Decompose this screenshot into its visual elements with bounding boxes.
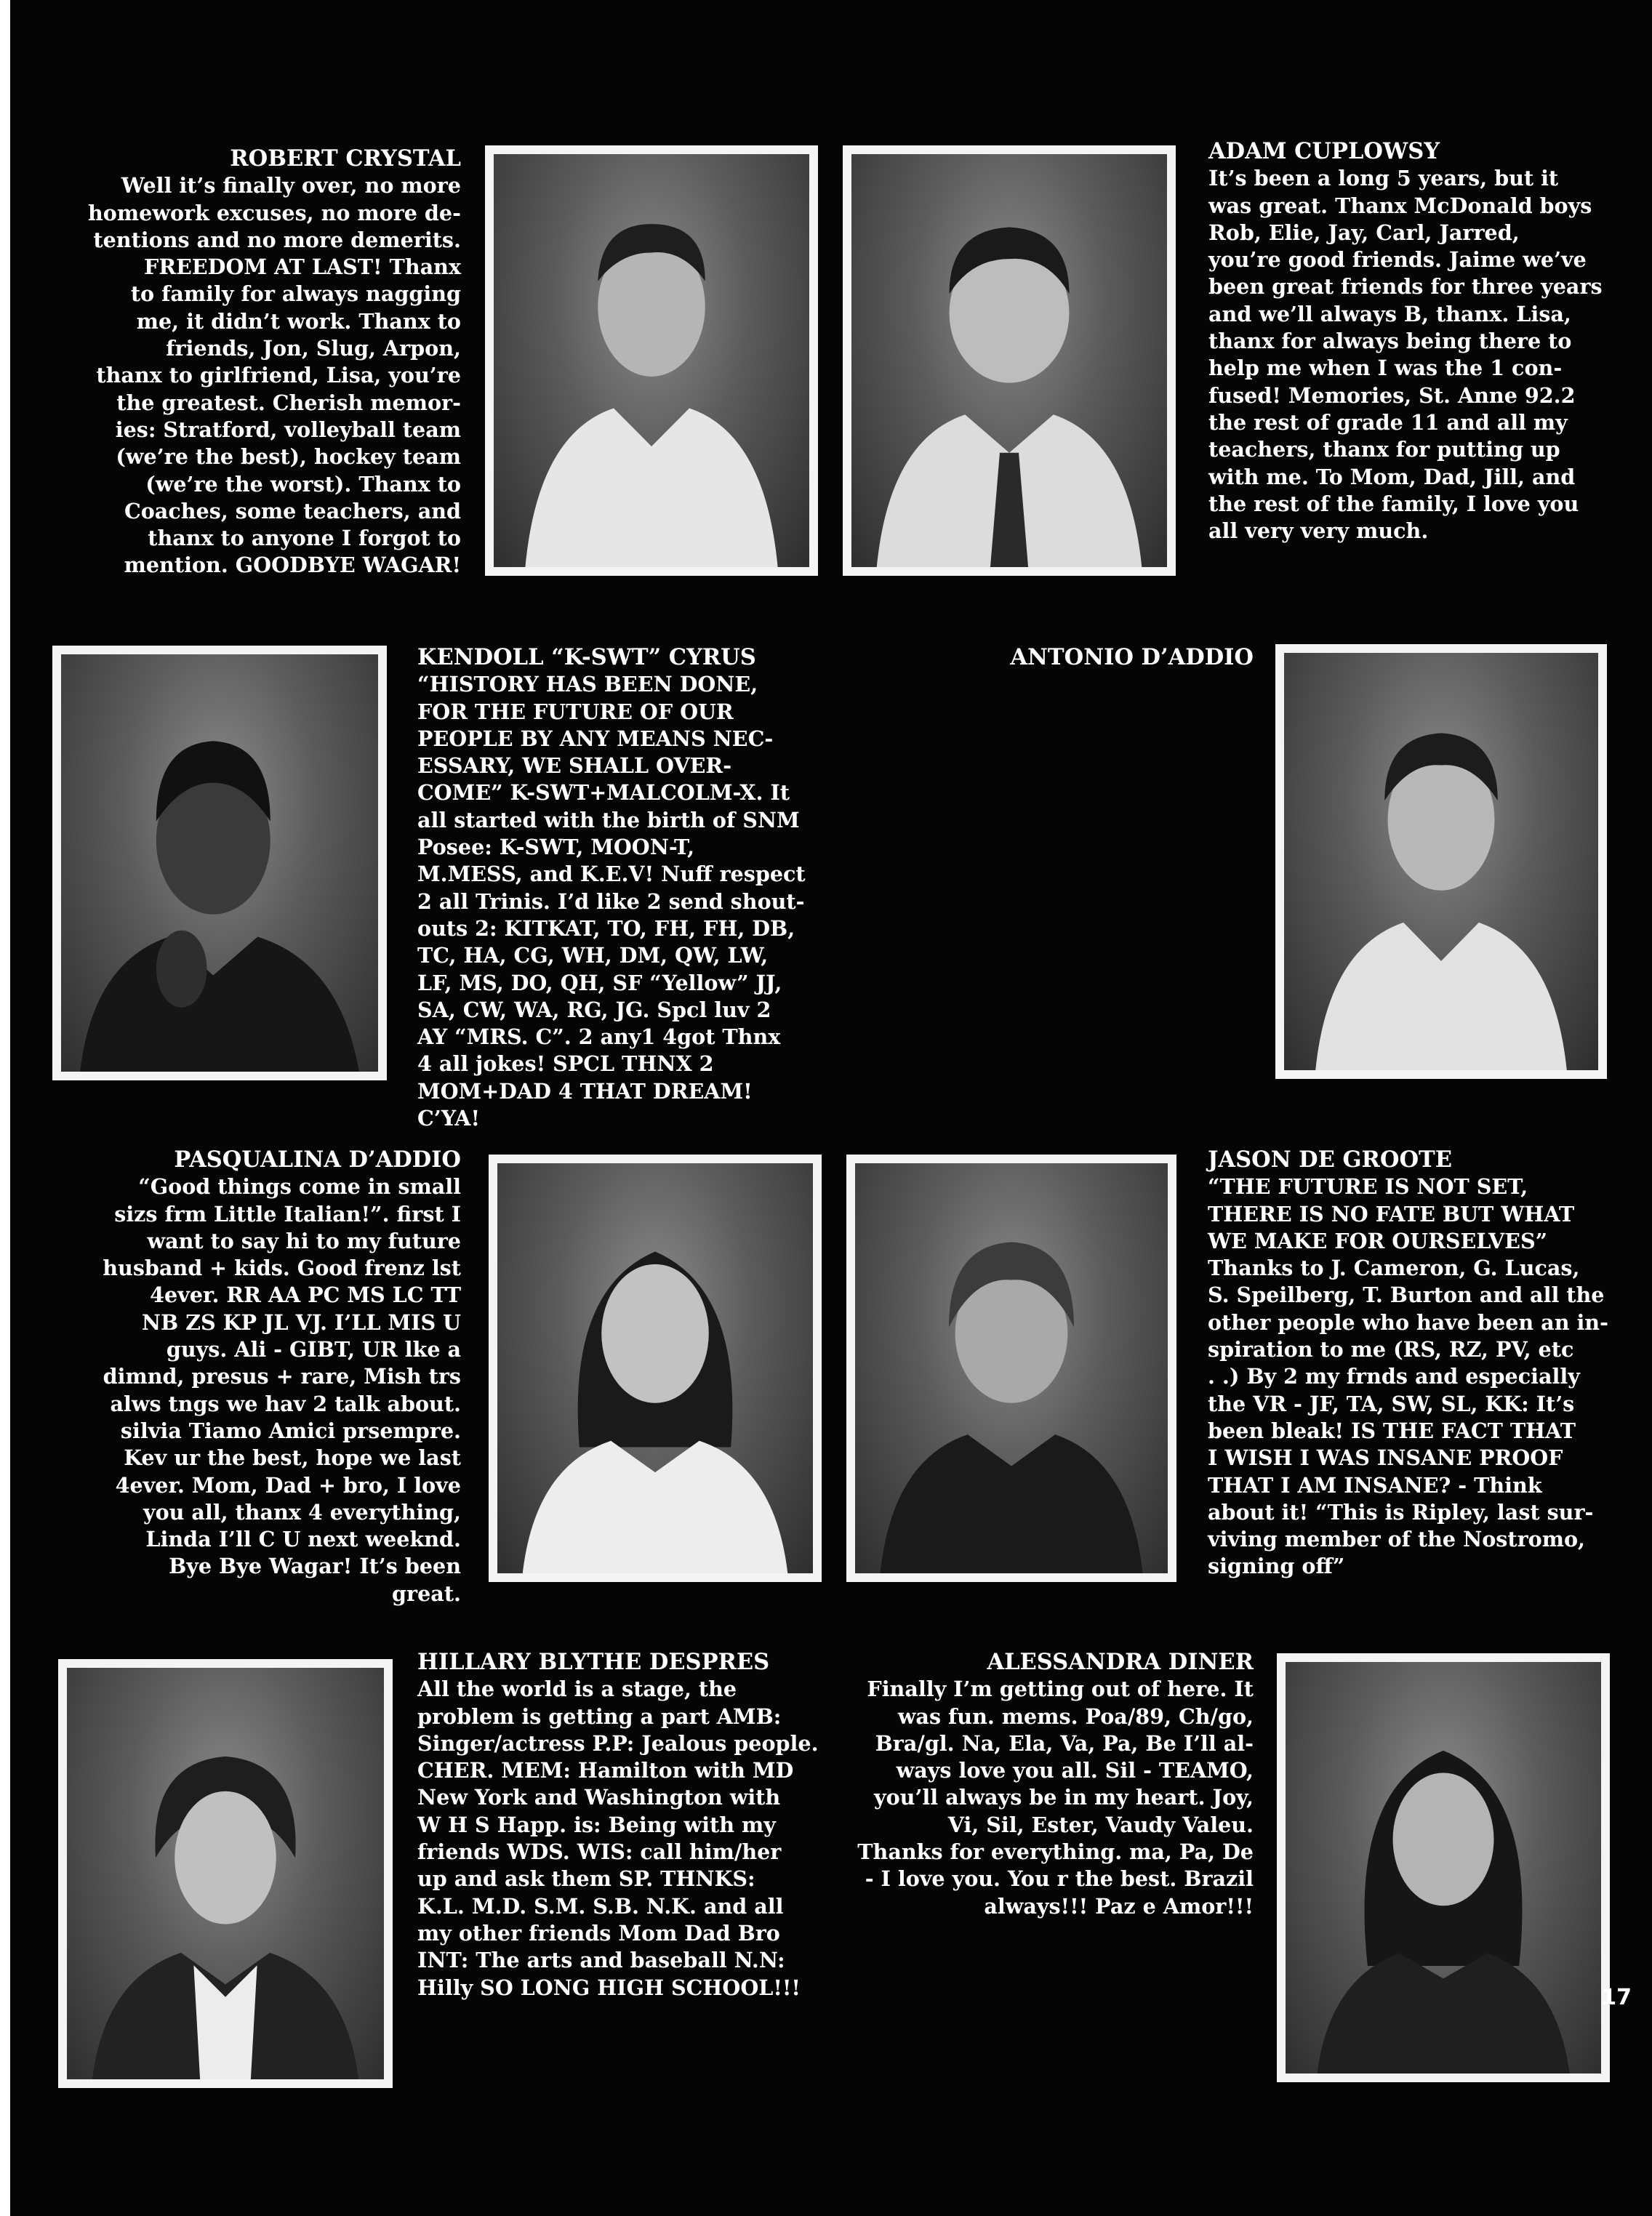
student-bio: All the world is a stage, the problem is getting a part AMB: Singer/actress P.P: Jealous people. CHER. MEM: Hamilton with MD New York and Washington with W H S Happ. is: Being with my friends WDS. WIS: call him/her up and ask them SP. THNKS: K.L. M.D. S.M. S.B. N.K. and all my other friends Mom Dad Bro INT: The arts and baseball N.N: Hilly SO LONG HIGH SCHOOL!!!	[417, 1677, 819, 2000]
portrait-photo-hillary-despres	[58, 1659, 393, 2088]
student-entry-jason-de-groote	[1208, 1147, 1637, 1581]
student-name: ANTONIO D’ADDIO	[1010, 644, 1254, 670]
portrait-photo-alessandra-diner	[1277, 1653, 1610, 2082]
student-name: KENDOLL “K-SWT” CYRUS	[417, 644, 756, 670]
portrait-photo-pasqualina-daddio	[489, 1155, 822, 1582]
student-entry-kendoll-cyrus	[417, 644, 825, 1132]
student-bio: It’s been a long 5 years, but it was great. Thanx McDonald boys Rob, Elie, Jay, Carl, Jarred, you’re good friends. Jaime we’ve been great friends for three years and we’ll always B, thanx. Lisa, thanx for always being there to help me when I was the 1 con- fused! Memories, St. Anne 92.2 the rest of grade 11 and all my teachers, thanx for putting up with me. To Mom, Dad, Jill, and the rest of the family, I love you all very very much.	[1208, 166, 1603, 544]
student-bio: Well it’s finally over, no more homework excuses, no more de- tentions and no more demerits. FREEDOM AT LAST! Thanx to family for always nagging me, it didn’t work. Thanx to friends, Jon, Slug, Arpon, thanx to girlfriend, Lisa, you’re the greatest. Cherish memor- ies: Stratford, volleyball team (we’re the best), hockey team (we’re the worst). Thanx to Coaches, some teachers, and thanx to anyone I forgot to mention. GOODBYE WAGAR!	[88, 173, 461, 578]
portrait-photo-adam-cuplowsy	[843, 145, 1176, 576]
student-name: ADAM CUPLOWSY	[1208, 138, 1440, 164]
student-entry-hillary-despres	[417, 1649, 839, 2002]
student-bio: Finally I’m getting out of here. It was fun. mems. Poa/89, Ch/go, Bra/gl. Na, Ela, Va, Pa, Be I’ll al- ways love you all. Sil - TEAMO, you’ll always be in my heart. Joy, Vi, Sil, Ester, Vaudy Valeu. Thanks for everything. ma, Pa, De - I love you. You r the best. Brazil always!!! Paz e Amor!!!	[857, 1677, 1254, 1919]
portrait-photo-jason-de-groote	[846, 1155, 1176, 1582]
page-number: 17	[1601, 1985, 1632, 2010]
student-entry-antonio-daddio	[883, 644, 1254, 671]
student-name: HILLARY BLYTHE DESPRES	[417, 1649, 770, 1675]
student-entry-pasqualina-daddio	[68, 1147, 461, 1607]
student-bio: “Good things come in small sizs frm Little Italian!”. first I want to say hi to my future husband + kids. Good frenz lst 4ever. RR AA PC MS LC TT NB ZS KP JL VJ. I’LL MIS U guys. Ali - GIBT, UR lke a dimnd, presus + rare, Mish trs alws tngs we hav 2 talk about. silvia Tiamo Amici prsempre. Kev ur the best, hope we last 4ever. Mom, Dad + bro, I love you all, thanx 4 everything, Linda I’ll C U next weeknd. Bye Bye Wagar! It’s been great.	[103, 1174, 461, 1606]
student-name: JASON DE GROOTE	[1208, 1147, 1452, 1173]
student-name: ROBERT CRYSTAL	[230, 145, 461, 172]
portrait-photo-kendoll-cyrus	[52, 646, 387, 1080]
student-entry-adam-cuplowsy	[1208, 138, 1623, 545]
student-entry-robert-crystal	[83, 145, 461, 579]
student-name: ALESSANDRA DINER	[987, 1649, 1254, 1675]
student-entry-alessandra-diner	[846, 1649, 1254, 1920]
student-bio: “HISTORY HAS BEEN DONE, FOR THE FUTURE OF OUR PEOPLE BY ANY MEANS NEC- ESSARY, WE SHALL OVER- COME” K-SWT+MALCOLM-X. It all started with the birth of SNM Posee: K-SWT, MOON-T, M.MESS, and K.E.V! Nuff respect 2 all Trinis. I’d like 2 send shout- outs 2: KITKAT, TO, FH, FH, DB, TC, HA, CG, WH, DM, QW, LW, LF, MS, DO, QH, SF “Yellow” JJ, SA, CW, WA, RG, JG. Spcl luv 2 AY “MRS. C”. 2 any1 4got Thnx 4 all jokes! SPCL THNX 2 MOM+DAD 4 THAT DREAM! C’YA!	[417, 672, 806, 1131]
portrait-photo-antonio-daddio	[1275, 644, 1607, 1079]
student-name: PASQUALINA D’ADDIO	[174, 1147, 461, 1173]
portrait-photo-robert-crystal	[485, 145, 818, 576]
student-bio: “THE FUTURE IS NOT SET, THERE IS NO FATE BUT WHAT WE MAKE FOR OURSELVES” Thanks to J. Cameron, G. Lucas, S. Speilberg, T. Burton and all the other people who have been an in- spiration to me (RS, RZ, PV, etc . .) By 2 my frnds and especially the VR - JF, TA, SW, SL, KK: It’s been bleak! IS THE FACT THAT I WISH I WAS INSANE PROOF THAT I AM INSANE? - Think about it! “This is Ripley, last sur- viving member of the Nostromo, signing off”	[1208, 1174, 1608, 1579]
yearbook-page	[10, 0, 1652, 2216]
